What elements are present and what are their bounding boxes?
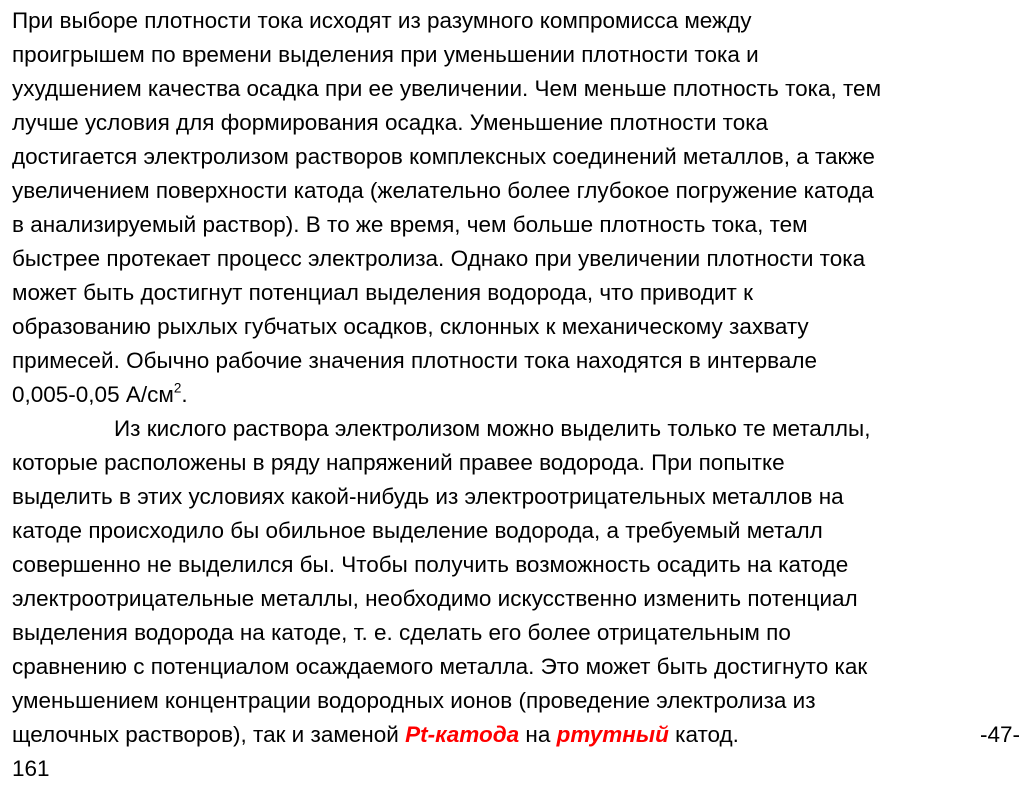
text-line: электроотрицательные металлы, необходимо искусственно изменить потенциал <box>12 586 858 611</box>
final-line-suffix: катод. <box>668 722 739 747</box>
text-line: выделить в этих условиях какой-нибудь из электроотрицательных металлов на <box>12 484 844 509</box>
text-line: которые расположены в ряду напряжений правее водорода. При попытке <box>12 450 785 475</box>
text-line: уменьшением концентрации водородных ионов (проведение электролиза из <box>12 688 816 713</box>
text-line: примесей. Обычно рабочие значения плотности тока находятся в интервале <box>12 348 817 373</box>
text-line: в анализируемый раствор). В то же время, чем больше плотность тока, тем <box>12 212 808 237</box>
paragraph-current-density <box>12 4 1020 412</box>
density-range-value: 0,005-0,05 А/см <box>12 382 174 407</box>
text-line: лучше условия для формирования осадка. Уменьшение плотности тока <box>12 110 769 135</box>
mercury-emphasis: ртутный <box>556 722 669 747</box>
document-body <box>12 4 1020 786</box>
text-line: может быть достигнут потенциал выделения водорода, что приводит к <box>12 280 753 305</box>
paragraph-acidic-solution <box>12 412 1020 786</box>
text-line: выделения водорода на катоде, т. е. сделать его более отрицательным по <box>12 620 791 645</box>
text-line: образованию рыхлых губчатых осадков, склонных к механическому захвату <box>12 314 809 339</box>
sentence-end: . <box>181 382 188 407</box>
text-line: проигрышем по времени выделения при уменьшении плотности тока и <box>12 42 759 67</box>
text-line: увеличением поверхности катода (желательно более глубокое погружение катода <box>12 178 874 203</box>
text-line: При выборе плотности тока исходят из разумного компромисса между <box>12 8 752 33</box>
density-range-line <box>12 378 1020 412</box>
text-line: катоде происходило бы обильное выделение водорода, а требуемый металл <box>12 518 823 543</box>
final-line <box>12 718 1020 752</box>
page-number-top: -47- <box>979 722 1020 747</box>
text-line: ухудшением качества осадка при ее увеличении. Чем меньше плотность тока, тем <box>12 76 882 101</box>
page-number-bottom: 161 <box>12 756 50 781</box>
final-line-prefix: щелочных растворов), так и заменой <box>12 722 406 747</box>
unit-exponent: 2 <box>173 380 182 396</box>
text-line: достигается электролизом растворов комплексных соединений металлов, а также <box>12 144 875 169</box>
text-line: сравнению с потенциалом осаждаемого металла. Это может быть достигнуто как <box>12 654 868 679</box>
final-line-mid: на <box>519 722 557 747</box>
pt-cathode-emphasis: Pt-катода <box>405 722 520 747</box>
text-line: быстрее протекает процесс электролиза. Однако при увеличении плотности тока <box>12 246 866 271</box>
text-line: Из кислого раствора электролизом можно выделить только те металлы, <box>114 416 871 441</box>
text-line: совершенно не выделился бы. Чтобы получить возможность осадить на катоде <box>12 552 849 577</box>
